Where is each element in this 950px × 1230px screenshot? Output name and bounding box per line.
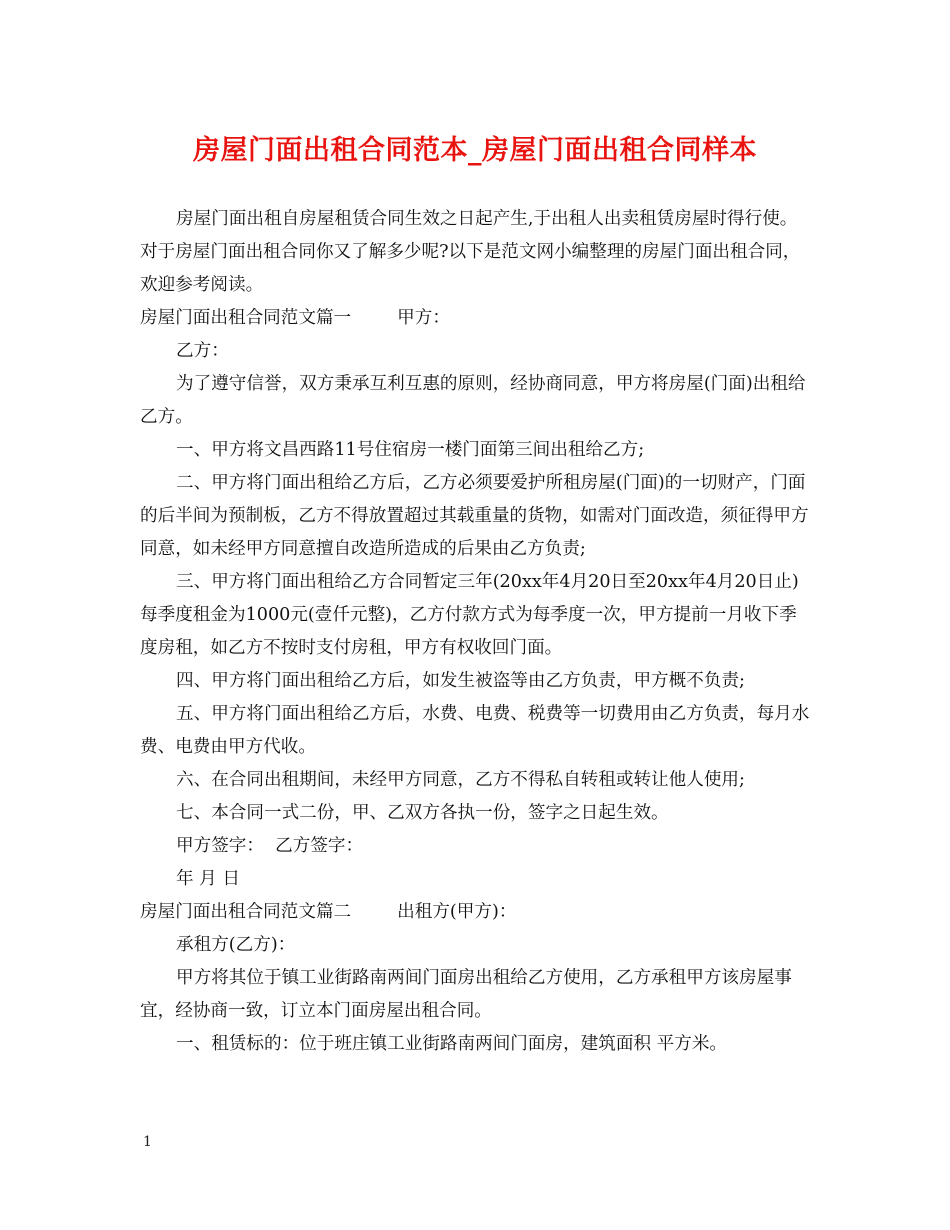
sample2-preamble: 甲方将其位于镇工业街路南两间门面房出租给乙方使用，乙方承租甲方该房屋事宜，经协商一致，订立本门面房屋出租合同。 <box>140 968 792 1021</box>
clause-2: 二、甲方将门面出租给乙方后，乙方必须要爱护所租房屋(门面)的一切财产，门面的后半间为预制板，乙方不得放置超过其载重量的货物，如需对门面改造，须征得甲方同意，如未经甲方同意擅自改造所造成的后果由乙方负责; <box>140 473 809 559</box>
sample2-clause-1: 一、租赁标的：位于班庄镇工业街路南两间门面房，建筑面积 平方米。 <box>176 1034 728 1054</box>
intro-paragraph: 房屋门面出租自房屋租赁合同生效之日起产生,于出租人出卖租赁房屋时得行使。对于房屋门面出租合同你又了解多少呢?以下是范文网小编整理的房屋门面出租合同，欢迎参考阅读。 <box>140 209 801 295</box>
clause-4: 四、甲方将门面出租给乙方后，如发生被盗等由乙方负责，甲方概不负责; <box>176 671 745 691</box>
document-body <box>140 203 812 1061</box>
sample1-heading: 房屋门面出租合同范文篇一 <box>140 308 352 328</box>
sample2-lessee: 承租方(乙方)： <box>176 935 296 955</box>
sample2-heading-line <box>140 896 812 929</box>
sample1-party-b: 乙方： <box>176 341 229 361</box>
clause-3: 三、甲方将门面出租给乙方合同暂定三年(20xx年4月20日至20xx年4月20日止)每季度租金为1000元(壹仟元整)，乙方付款方式为每季度一次，甲方提前一月收下季度房租，如乙方不按时支付房租，甲方有权收回门面。 <box>140 572 799 658</box>
clause-6: 六、在合同出租期间，未经甲方同意，乙方不得私自转租或转让他人使用; <box>176 770 745 790</box>
document-title: 房屋门面出租合同范本_房屋门面出租合同样本 <box>193 135 757 166</box>
sample1-party-a: 甲方： <box>397 308 450 328</box>
sample1-heading-line <box>140 302 812 335</box>
sample2-lessor: 出租方(甲方)： <box>397 902 517 922</box>
sample1-preamble: 为了遵守信誉，双方秉承互利互惠的原则，经协商同意，甲方将房屋(门面)出租给乙方。 <box>140 374 806 427</box>
clause-7: 七、本合同一式二份，甲、乙双方各执一份，签字之日起生效。 <box>176 803 669 823</box>
sample2-heading: 房屋门面出租合同范文篇二 <box>140 902 352 922</box>
sample1-signatures: 甲方签字： 乙方签字： <box>176 836 364 856</box>
page-number: 1 <box>143 1134 152 1150</box>
sample1-date: 年 月 日 <box>176 869 240 889</box>
clause-5: 五、甲方将门面出租给乙方后，水费、电费、税费等一切费用由乙方负责，每月水费、电费由甲方代收。 <box>140 704 810 757</box>
clause-1: 一、甲方将文昌西路11号住宿房一楼门面第三间出租给乙方; <box>176 440 645 460</box>
